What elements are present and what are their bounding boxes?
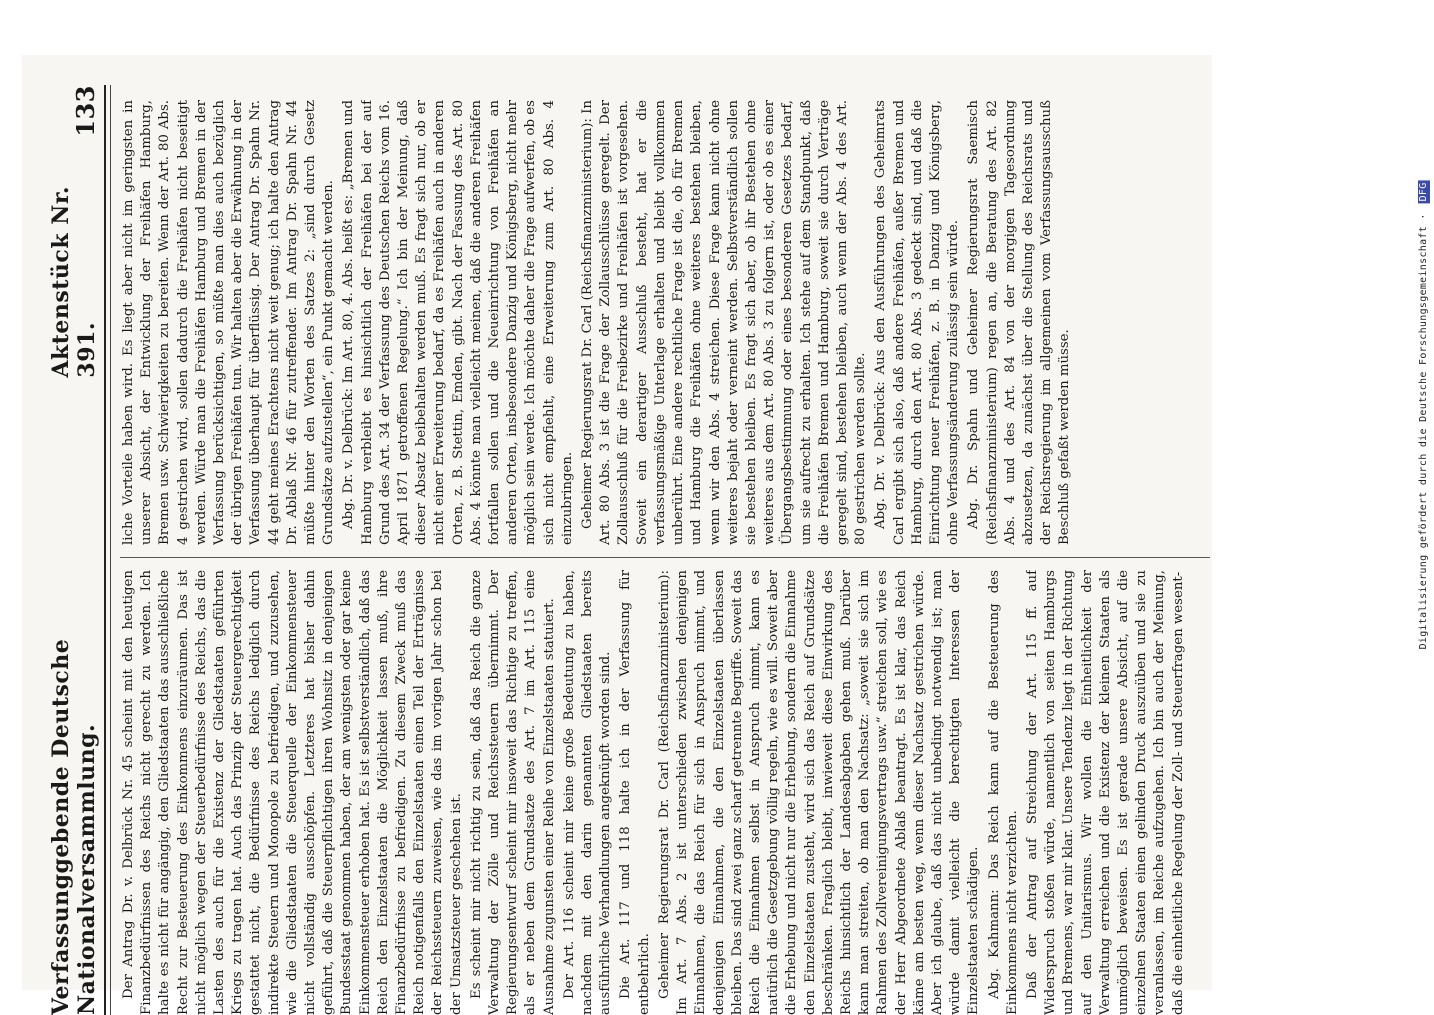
paragraph: Abg. Dr. Spahn und Geheimer Regierungsrat Saemisch (Reichsfinanzministerium) regen an, die Beratung des Art. 82 Abs. 4 und des Art. 84 von der morgigen Tagesordnung abzusetzen, da zunächst über die Stellung des Reichsrats und der Reichsregierung im allgemeinen vom Verfassungsausschuß Beschluß gefaßt werden müsse. (966, 100, 1073, 545)
left-column (120, 570, 1210, 1015)
page-title: Verfassunggebende Deutsche Nationalversammlung. (48, 638, 100, 1015)
paragraph: Der Antrag Dr. v. Delbrück Nr. 45 scheint mit den heutigen Finanzbedürfnissen des Reichs nicht gerecht zu werden. Ich halte es nicht für angängig, den Gliedstaaten das ausschließliche Recht zur Besteuerung des Einkommens einzuräumen. Das ist nicht möglich wegen der Steuerbedürfnisse des Reichs, das die Lasten des auch für die Existenz der Gliedstaaten geführten Kriegs zu tragen hat. Auch das Prinzip der Steuergerechtigkeit gestattet nicht, die Bedürfnisse des Reichs lediglich durch indirekte Steuern und Monopole zu befriedigen, und zuzusehen, wie die Gliedstaaten die Steuerquelle der Einkommensteuer nicht vollständig ausschöpfen. Letzteres hat bisher dahin geführt, daß die Steuerpflichtigen ihren Wohnsitz in denjenigen Bundesstaat genommen haben, der am wenigsten oder gar keine Einkommensteuer erhoben hat. Es ist selbstverständlich, daß das Reich den Einzelstaaten die Möglichkeit lassen muß, ihre Finanzbedürfnisse zu befriedigen. Zu diesem Zweck muß das Reich notigenfalls den Einzelstaaten einen Teil der Erträgnisse der Reichssteuern zuweisen, wie das im vorigen Jahr schon bei der Umsatzsteuer geschehen ist. (121, 570, 464, 1015)
paragraph: Geheimer Regierungsrat Dr. Carl (Reichsfinanzministerium): In Art. 80 Abs. 3 ist die Frage der Zollausschlüsse geregelt. Der Zollausschluß für die Freibezirke und Freihäfen ist vorgesehen. Soweit ein derartiger Ausschluß besteht, hat er die verfassungsmäßige Unterlage erhalten und bleibt vollkommen unberührt. Eine andere rechtliche Frage ist die, ob für Bremen und Hamburg die Freihäfen ohne weiteres bestehen bleiben, wenn wir den Abs. 4 streichen. Diese Frage kann nicht ohne weiteres bejaht oder verneint werden. Selbstverständlich sollen sie bestehen bleiben. Es fragt sich aber, ob ihr Bestehen ohne weiteres aus dem Art. 80 Abs. 3 zu folgern ist, oder ob es einer Übergangsbestimmung oder eines besonderen Gesetzes bedarf, um sie aufrecht zu erhalten. Ich stehe auf dem Standpunkt, daß die Freihäfen Bremen und Hamburg, soweit sie durch Verträge geregelt sind, bestehen bleiben, auch wenn der Abs. 4 des Art. 80 gestrichen werden sollte. (580, 100, 869, 545)
right-column (120, 100, 1210, 545)
paragraph: Es scheint mir nicht richtig zu sein, daß das Reich die ganze Verwaltung der Zölle und Reichssteuern übernimmt. Der Regierungsentwurf scheint mir insoweit das Richtige zu treffen, als er neben dem Grundsatze des Art. 7 im Art. 115 eine Ausnahme zugunsten einer Reihe von Einzelstaaten statuiert. (468, 570, 557, 1015)
document-number: Aktenstück Nr. 391. (48, 185, 100, 378)
paragraph: Abg. Kahmann: Das Reich kann auf die Besteuerung des Einkommens nicht verzichten. (986, 570, 1020, 1015)
header-rule (110, 85, 111, 1015)
scanned-page (22, 55, 1212, 1015)
digitization-note (1418, 180, 1430, 649)
paragraph: Der Art. 116 scheint mir keine große Bedeutung zu haben, nachdem mit den darin genannten Gliedstaaten bereits ausführliche Verhandlungen angeknüpft worden sind. (561, 570, 614, 1015)
paragraph: Daß der Antrag auf Streichung der Art. 115 ff. auf Widerspruch stoßen würde, namentlich von seiten Hamburgs und Bremens, war mir klar. Unsere Tendenz liegt in der Richtung auf den Unitarismus. Wir wollen die Einheitlichkeit der Verwaltung erreichen und die Existenz der kleinen Staaten als unmöglich beweisen. Es ist gerade unsere Absicht, auf die einzelnen Staaten einen gelinden Druck auszuüben und sie zu veranlassen, im Reiche aufzugehen. Ich bin auch der Meinung, daß die einheitliche Regelung der Zoll- und Steuerfragen wesent- (1024, 570, 1186, 1015)
page-header (48, 85, 106, 1015)
page-number: 133 (71, 85, 100, 137)
paragraph: liche Vorteile haben wird. Es liegt aber nicht im geringsten in unserer Absicht, der Entwicklung der Freihäfen Hamburg, Bremen usw. Schwierigkeiten zu bereiten. Wenn der Art. 80 Abs. 4 gestrichen wird, sollen dadurch die Freihäfen nicht beseitigt werden. Würde man die Freihäfen Hamburg und Bremen in der Verfassung berücksichtigen, so müßte man dies auch bezüglich der übrigen Freihäfen tun. Wir halten aber die Erwähnung in der Verfassung überhaupt für überflüssig. Der Antrag Dr. Spahn Nr. 44 geht meines Erachtens nicht weit genug; ich halte den Antrag Dr. Ablaß Nr. 46 für zutreffender. Im Antrag Dr. Spahn Nr. 44 müßte hinter den Worten des Satzes 2: „sind durch Gesetz Grundsätze aufzustellen“, ein Punkt gemacht werden. (121, 100, 337, 545)
rotated-page (48, 85, 1222, 1015)
digitization-text: Digitalisierung gefördert durch die Deutsche Forschungsgemeinschaft · (1418, 213, 1429, 650)
paragraph: Geheimer Regierungsrat Dr. Carl (Reichsfinanzministerium): Im Art. 7 Abs. 2 ist unterschieden zwischen denjenigen Einnahmen, die das Reich für sich in Anspruch nimmt, und denjenigen Einnahmen, die den Einzelstaaten überlassen bleiben. Das sind zwei ganz scharf getrennte Begriffe. Soweit das Reich die Einnahmen selbst in Anspruch nimmt, kann es natürlich die Gesetzgebung völlig regeln, wie es will. Soweit aber die Erhebung und nicht nur die Erhebung, sondern die Einnahme den Einzelstaaten zusteht, wird sich das Reich auf Grundsätze beschränken. Fraglich bleibt, inwieweit diese Einwirkung des Reichs hinsichtlich der Landesabgaben gehen muß. Darüber kann man streiten, ob man den Nachsatz: „soweit sie sich im Rahmen des Zollvereinigungsvertrags usw.“ streichen soll, wie es der Herr Abgeordnete Ablaß beantragt. Es ist klar, das Reich käme am besten weg, wenn dieser Nachsatz gestrichen würde. Aber ich glaube, daß das nicht unbedingt notwendig ist; man würde damit vielleicht die berechtigten Interessen der Einzelstaaten schädigen. (656, 570, 982, 1015)
dfg-logo: DFG (1418, 182, 1429, 201)
column-divider (120, 557, 1210, 558)
paragraph: Abg. Dr. v. Delbrück: Im Art. 80, 4. Abs. heißt es: „Bremen und Hamburg verbleibt es hinsichtlich der Freihäfen bei der auf Grund des Art. 34 der Verfassung des Deutschen Reichs vom 16. April 1871 getroffenen Regelung.“ Ich bin der Meinung, daß dieser Absatz beibehalten werden muß. Es fragt sich nur, ob er nicht einer Erweiterung bedarf, da es Freihäfen auch in anderen Orten, z. B. Stettin, Emden, gibt. Nach der Fassung des Art. 80 Abs. 4 könnte man vielleicht meinen, daß die anderen Freihäfen fortfallen sollen und die Neueinrichtung von Freihäfen an anderen Orten, insbesondere Danzig und Königsberg, nicht mehr möglich sein werde. Ich möchte daher die Frage aufwerfen, ob es sich nicht empfiehlt, eine Erweiterung zum Art. 80 Abs. 4 einzubringen. (341, 100, 575, 545)
paragraph: Die Art. 117 und 118 halte ich in der Verfassung für entbehrlich. (618, 570, 652, 1015)
paragraph: Abg. Dr. v. Delbrück: Aus den Ausführungen des Geheimrats Carl ergibt sich also, daß andere Freihäfen, außer Bremen und Hamburg, durch den Art. 80 Abs. 3 gedeckt sind, und daß die Einrichtung neuer Freihäfen, z. B. in Danzig und Königsberg, ohne Verfassungsänderung zulässig sein würde. (873, 100, 962, 545)
